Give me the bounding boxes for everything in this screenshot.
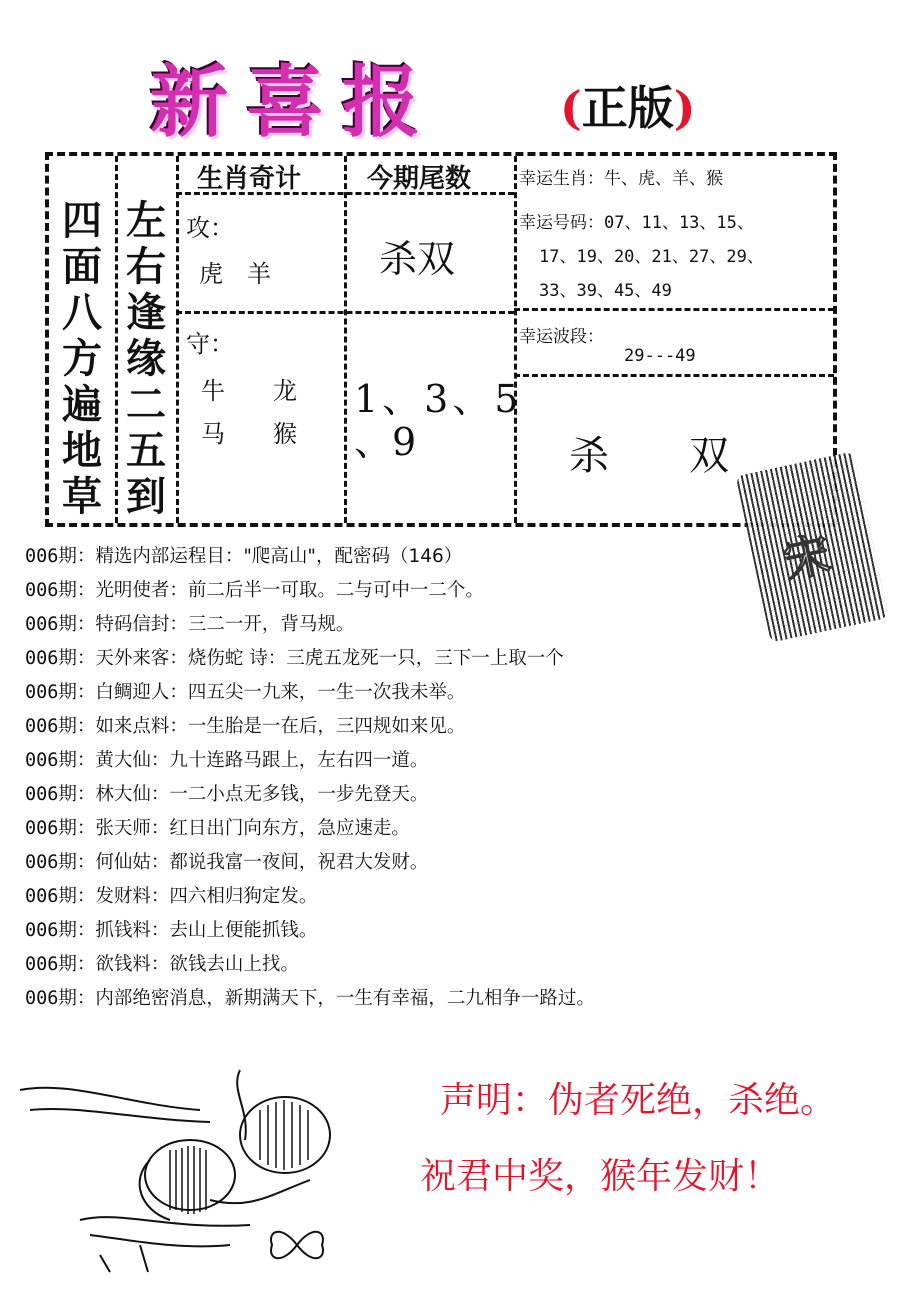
defend-row-2: 马 猴 <box>201 420 297 448</box>
wish-text: 祝君中奖，猴年发财！ <box>420 1156 781 1197</box>
stamp-text: 宋 <box>778 526 836 589</box>
divider <box>176 156 179 523</box>
list-item: 006期：特码信封：三二一开，背马规。 <box>25 614 355 635</box>
divider <box>514 374 834 377</box>
tail-kill: 杀双 <box>379 237 456 281</box>
list-item: 006期：发财料：四六相归狗定发。 <box>25 886 318 907</box>
divider <box>514 308 834 311</box>
lucky-numbers-3: 33、39、45、49 <box>539 281 672 301</box>
list-item: 006期：抓钱料：去山上便能抓钱。 <box>25 920 318 941</box>
zodiac-header: 生肖奇计 <box>197 164 302 194</box>
list-item: 006期：天外来客：烧伤蛇 诗：三虎五龙死一只，三下一上取一个 <box>25 648 564 669</box>
main-table <box>45 152 837 527</box>
attack-label: 攻： <box>186 214 234 242</box>
list-item: 006期：张天师：红日出门向东方，急应速走。 <box>25 818 410 839</box>
declaration: 声明：伪者死绝，杀绝。 <box>440 1080 837 1121</box>
edition-text: 正版 <box>581 81 674 135</box>
page-title: 新喜报 <box>150 57 439 148</box>
tail-header: 今期尾数 <box>367 164 472 194</box>
list-item: 006期：黄大仙：九十连路马跟上，左右四一道。 <box>25 750 429 771</box>
divider <box>514 156 517 523</box>
butterfly-icon <box>262 1220 332 1270</box>
tail-numbers-1: 1、3、5 <box>354 377 523 421</box>
list-item: 006期：如来点料：一生胎是一在后，三四规如来见。 <box>25 716 466 737</box>
tail-numbers-2: 、9 <box>354 420 417 464</box>
list-item: 006期：欲钱料：欲钱去山上找。 <box>25 954 299 975</box>
lucky-numbers-2: 17、19、20、21、27、29、 <box>539 247 764 267</box>
lucky-range: 29---49 <box>624 346 696 366</box>
vertical-slogan-1: 四面八方遍地草 <box>62 197 102 520</box>
divider <box>344 156 347 523</box>
vertical-slogan-2: 左右逢缘二五到 <box>126 197 166 520</box>
list-item: 006期：白鲷迎人：四五尖一九来，一生一次我未举。 <box>25 682 466 703</box>
edition-label: (正版) <box>560 81 696 135</box>
bottom-kill: 杀 双 <box>569 433 729 479</box>
defend-label: 守： <box>186 330 234 358</box>
attack-values: 虎 羊 <box>199 260 271 288</box>
prediction-list <box>25 540 825 1016</box>
defend-row-1: 牛 龙 <box>201 377 297 405</box>
lucky-range-label: 幸运波段： <box>519 327 604 347</box>
divider <box>115 156 118 523</box>
list-item: 006期：内部绝密消息，新期满天下，一生有幸福，二九相争一路过。 <box>25 988 595 1009</box>
divider <box>176 311 514 314</box>
lucky-numbers-1: 幸运号码：07、11、13、15、 <box>519 213 754 233</box>
list-item: 006期：林大仙：一二小点无多钱，一步先登天。 <box>25 784 429 805</box>
list-item: 006期：光明使者：前二后半一可取。二与可中一二个。 <box>25 580 484 601</box>
list-item: 006期：精选内部运程目："爬高山"，配密码（146） <box>25 546 463 567</box>
list-item: 006期：何仙姑：都说我富一夜间，祝君大发财。 <box>25 852 429 873</box>
lucky-zodiac: 幸运生肖：牛、虎、羊、猴 <box>519 169 723 189</box>
